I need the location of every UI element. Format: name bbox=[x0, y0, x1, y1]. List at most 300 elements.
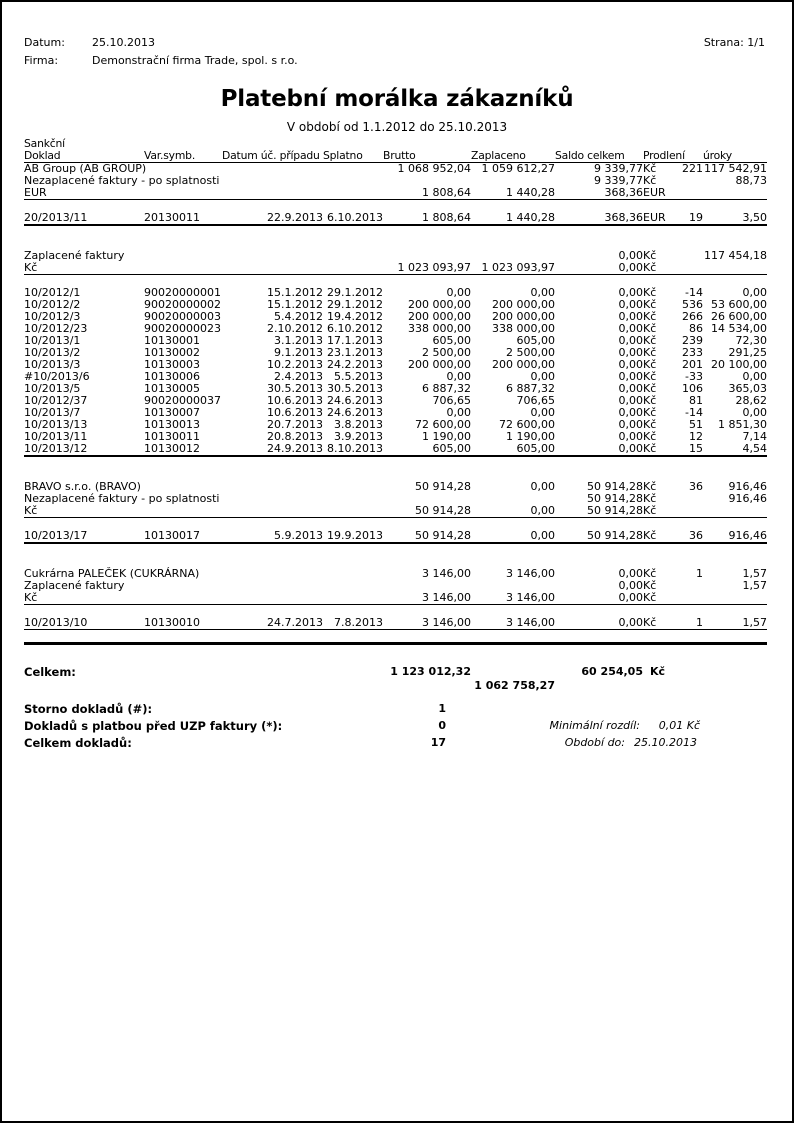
brutto-value: 72 600,00 bbox=[415, 418, 471, 431]
varsymb-value: 90020000037 bbox=[144, 394, 221, 407]
splatno-value: 24.6.2013 bbox=[327, 406, 383, 419]
saldo-value: 368,36 bbox=[604, 211, 643, 224]
saldo-value: 0,00 bbox=[618, 579, 643, 592]
brutto-value: 1 068 952,04 bbox=[397, 162, 471, 175]
storno-label: Storno dokladů (#): bbox=[24, 702, 153, 716]
doklad-value: 10/2012/2 bbox=[24, 298, 81, 311]
zaplaceno-value: 1 023 093,97 bbox=[481, 261, 555, 274]
saldo-value: 0,00 bbox=[618, 370, 643, 383]
uroky-value: 72,30 bbox=[735, 334, 768, 347]
doklad-value: 10/2013/2 bbox=[24, 346, 81, 359]
currency-code: Kč bbox=[643, 492, 657, 505]
splatno-value: 6.10.2012 bbox=[327, 322, 383, 335]
datum-value: 10.2.2013 bbox=[267, 358, 323, 371]
zaplaceno-value: 605,00 bbox=[516, 442, 555, 455]
datum-value: 15.1.2012 bbox=[267, 298, 323, 311]
currency-code: Kč bbox=[643, 298, 657, 311]
datum-value: 2.4.2013 bbox=[274, 370, 323, 383]
saldo-value: 9 339,77 bbox=[594, 174, 643, 187]
uroky-value: 1,57 bbox=[742, 579, 768, 592]
datum-value: 3.1.2013 bbox=[274, 334, 323, 347]
uroky-value: 117 454,18 bbox=[704, 249, 768, 262]
doklad-value: 10/2012/1 bbox=[24, 286, 81, 299]
saldo-value: 0,00 bbox=[618, 430, 643, 443]
saldo-value: 50 914,28 bbox=[587, 480, 643, 493]
divider bbox=[24, 225, 767, 238]
doklad-value: 10/2013/11 bbox=[24, 430, 88, 443]
currency-name: Kč bbox=[24, 261, 38, 274]
brutto-value: 0,00 bbox=[446, 286, 471, 299]
saldo-value: 50 914,28 bbox=[587, 504, 643, 517]
uroky-value: 916,46 bbox=[728, 529, 768, 542]
saldo-value: 50 914,28 bbox=[587, 492, 643, 505]
saldo-value: 0,00 bbox=[618, 298, 643, 311]
celkem-label: Celkem: bbox=[24, 665, 76, 679]
prodleni-value bbox=[675, 187, 703, 200]
uroky-value: 365,03 bbox=[728, 382, 768, 395]
currency-code: Kč bbox=[643, 346, 657, 359]
currency-code: Kč bbox=[643, 261, 657, 274]
datum-value: 5.9.2013 bbox=[274, 529, 323, 542]
saldo-value: 0,00 bbox=[618, 358, 643, 371]
celkem-dokladu-value: 17 bbox=[430, 736, 446, 749]
saldo-value: 0,00 bbox=[618, 418, 643, 431]
brutto-value: 1 190,00 bbox=[422, 430, 471, 443]
prodleni-value bbox=[675, 250, 703, 262]
varsymb-value: 10130007 bbox=[144, 406, 200, 419]
prodleni-value: 12 bbox=[689, 430, 703, 443]
uroky-value: 916,46 bbox=[728, 492, 768, 505]
currency-name: Kč bbox=[24, 504, 38, 517]
saldo-total: 60 254,05 bbox=[581, 665, 643, 678]
prodleni-value: 81 bbox=[689, 394, 703, 407]
col-zaplaceno: Zaplaceno bbox=[471, 150, 555, 163]
splatno-value: 3.8.2013 bbox=[334, 418, 383, 431]
splatno-value: 3.9.2013 bbox=[334, 430, 383, 443]
currency-code: Kč bbox=[643, 162, 657, 175]
doklad-value: 10/2013/5 bbox=[24, 382, 81, 395]
report-content bbox=[24, 138, 767, 753]
zaplaceno-value: 1 440,28 bbox=[506, 186, 555, 199]
uroky-value: 291,25 bbox=[728, 346, 768, 359]
prodleni-value: 86 bbox=[689, 322, 703, 335]
brutto-value: 338 000,00 bbox=[408, 322, 471, 335]
currency-code: Kč bbox=[643, 480, 657, 493]
customer-name: AB Group (AB GROUP) bbox=[24, 162, 147, 175]
doklad-value: 20/2013/11 bbox=[24, 211, 88, 224]
uroky-value: 0,00 bbox=[742, 370, 768, 383]
brutto-value: 0,00 bbox=[446, 406, 471, 419]
varsymb-value: 10130011 bbox=[144, 430, 200, 443]
varsymb-value: 90020000001 bbox=[144, 286, 221, 299]
uroky-value: 1,57 bbox=[742, 616, 768, 629]
currency-subtotal-row bbox=[24, 187, 767, 200]
saldo-value: 0,00 bbox=[618, 334, 643, 347]
datum-value: 10.6.2013 bbox=[267, 394, 323, 407]
doklad-value: 10/2013/1 bbox=[24, 334, 81, 347]
doklad-value: 10/2013/13 bbox=[24, 418, 88, 431]
prodleni-value bbox=[675, 493, 703, 505]
uroky-value: 1 851,30 bbox=[718, 418, 768, 431]
invoice-row bbox=[24, 212, 767, 225]
brutto-value: 1 808,64 bbox=[422, 211, 471, 224]
zaplaceno-value: 0,00 bbox=[530, 529, 555, 542]
brutto-value: 0,00 bbox=[446, 370, 471, 383]
customer-name: Cukrárna PALEČEK (CUKRÁRNA) bbox=[24, 567, 200, 580]
obdobi-value: 25.10.2013 bbox=[634, 736, 697, 749]
header-row bbox=[24, 150, 767, 163]
zaplaceno-value: 3 146,00 bbox=[506, 616, 555, 629]
brutto-value: 6 887,32 bbox=[422, 382, 471, 395]
saldo-value: 0,00 bbox=[618, 310, 643, 323]
currency-code: Kč bbox=[643, 504, 657, 517]
currency-code: Kč bbox=[643, 579, 657, 592]
currency-code: Kč bbox=[643, 382, 657, 395]
zaplaceno-value: 2 500,00 bbox=[506, 346, 555, 359]
datum-value: 22.9.2013 bbox=[267, 211, 323, 224]
varsymb-value: 90020000023 bbox=[144, 322, 221, 335]
saldo-value: 0,00 bbox=[618, 616, 643, 629]
saldo-value: 50 914,28 bbox=[587, 529, 643, 542]
zaplaceno-value: 605,00 bbox=[516, 334, 555, 347]
currency-name: Kč bbox=[24, 591, 38, 604]
subgroup-name: Nezaplacené faktury - po splatnosti bbox=[24, 174, 220, 187]
saldo-value: 0,00 bbox=[618, 286, 643, 299]
saldo-value: 0,00 bbox=[618, 382, 643, 395]
brutto-value: 3 146,00 bbox=[422, 616, 471, 629]
currency-code: Kč bbox=[643, 430, 657, 443]
datum-value: 24.9.2013 bbox=[267, 442, 323, 455]
col-prodleni: Prodlení bbox=[643, 150, 703, 163]
datum-value: 20.8.2013 bbox=[267, 430, 323, 443]
brutto-value: 3 146,00 bbox=[422, 591, 471, 604]
currency-code: Kč bbox=[643, 358, 657, 371]
zaplaceno-value: 0,00 bbox=[530, 480, 555, 493]
totals-row bbox=[24, 665, 767, 679]
uroky-value: 28,62 bbox=[735, 394, 768, 407]
datum-value: 10.6.2013 bbox=[267, 406, 323, 419]
saldo-value: 0,00 bbox=[618, 261, 643, 274]
prodleni-value: 15 bbox=[689, 442, 703, 455]
uroky-value: 53 600,00 bbox=[711, 298, 768, 311]
zaplaceno-value: 1 059 612,27 bbox=[481, 162, 555, 175]
varsymb-value: 10130006 bbox=[144, 370, 200, 383]
doklad-value: #10/2013/6 bbox=[24, 370, 90, 383]
varsymb-value: 10130001 bbox=[144, 334, 200, 347]
currency-code: Kč bbox=[643, 406, 657, 419]
currency-name: EUR bbox=[24, 186, 47, 199]
col-saldo: Saldo celkem bbox=[555, 150, 643, 163]
invoice-row bbox=[24, 617, 767, 630]
zaplaceno-value: 72 600,00 bbox=[499, 418, 555, 431]
storno-row bbox=[24, 702, 767, 719]
prodleni-value bbox=[675, 580, 703, 592]
varsymb-value: 10130012 bbox=[144, 442, 200, 455]
uroky-value: 7,14 bbox=[742, 430, 768, 443]
currency-subtotal-row bbox=[24, 505, 767, 518]
page-number: Strana: 1/1 bbox=[703, 36, 765, 49]
zaplaceno-value: 200 000,00 bbox=[492, 358, 555, 371]
prodleni-value: 201 bbox=[682, 358, 703, 371]
report-subtitle: V období od 1.1.2012 do 25.10.2013 bbox=[286, 120, 508, 134]
uzp-row bbox=[24, 719, 767, 736]
subgroup-name: Zaplacené faktury bbox=[24, 249, 125, 262]
prodleni-value: 266 bbox=[682, 310, 703, 323]
zaplaceno-value: 0,00 bbox=[530, 504, 555, 517]
prodleni-value: 221 bbox=[682, 162, 703, 175]
currency-code: Kč bbox=[643, 442, 657, 455]
divider-line bbox=[24, 456, 767, 469]
varsymb-value: 90020000003 bbox=[144, 310, 221, 323]
divider-line bbox=[24, 630, 767, 644]
uroky-value bbox=[703, 187, 767, 200]
brutto-value: 706,65 bbox=[432, 394, 471, 407]
zaplaceno-value: 0,00 bbox=[530, 286, 555, 299]
subgroup-name: Nezaplacené faktury - po splatnosti bbox=[24, 492, 220, 505]
uzp-label: Dokladů s platbou před UZP faktury (*): bbox=[24, 719, 283, 733]
zaplaceno-value: 200 000,00 bbox=[492, 298, 555, 311]
varsymb-value: 10130005 bbox=[144, 382, 200, 395]
prodleni-value: -14 bbox=[685, 406, 703, 419]
col-sankcni: Sankční bbox=[24, 137, 65, 150]
table-body bbox=[24, 163, 767, 658]
datum-value: 15.1.2012 bbox=[267, 286, 323, 299]
currency-code: Kč bbox=[643, 591, 657, 604]
brutto-value: 3 146,00 bbox=[422, 567, 471, 580]
currency-code: EUR bbox=[643, 186, 666, 199]
datum-value: 24.7.2013 bbox=[267, 616, 323, 629]
currency-code: Kč bbox=[643, 174, 657, 187]
varsymb-value: 10130010 bbox=[144, 616, 200, 629]
splatno-value: 29.1.2012 bbox=[327, 286, 383, 299]
doklad-value: 10/2013/10 bbox=[24, 616, 88, 629]
dokladu-row bbox=[24, 736, 767, 753]
saldo-value: 0,00 bbox=[618, 442, 643, 455]
doklad-value: 10/2013/17 bbox=[24, 529, 88, 542]
col-doklad: Doklad bbox=[24, 150, 144, 163]
varsymb-value: 10130003 bbox=[144, 358, 200, 371]
splatno-value: 24.6.2013 bbox=[327, 394, 383, 407]
zaplaceno-total: 1 062 758,27 bbox=[474, 679, 555, 692]
uroky-value: 14 534,00 bbox=[711, 322, 768, 335]
totals-row-2 bbox=[24, 679, 767, 693]
saldo-value: 0,00 bbox=[618, 567, 643, 580]
doklad-value: 10/2012/37 bbox=[24, 394, 88, 407]
zaplaceno-value: 1 440,28 bbox=[506, 211, 555, 224]
zaplaceno-value: 3 146,00 bbox=[506, 567, 555, 580]
zaplaceno-value: 706,65 bbox=[516, 394, 555, 407]
doklad-value: 10/2013/7 bbox=[24, 406, 81, 419]
uzp-value: 0 bbox=[438, 719, 446, 732]
zaplaceno-value: 1 190,00 bbox=[506, 430, 555, 443]
divider bbox=[24, 456, 767, 469]
saldo-value: 9 339,77 bbox=[594, 162, 643, 175]
prodleni-value bbox=[675, 175, 703, 187]
splatno-value: 19.4.2012 bbox=[327, 310, 383, 323]
storno-value: 1 bbox=[438, 702, 446, 715]
splatno-value: 24.2.2013 bbox=[327, 358, 383, 371]
currency-code: Kč bbox=[643, 529, 657, 542]
uroky-value: 0,00 bbox=[742, 406, 768, 419]
uroky-value: 117 542,91 bbox=[704, 162, 768, 175]
splatno-value: 7.8.2013 bbox=[334, 616, 383, 629]
saldo-total-currency: Kč bbox=[650, 665, 666, 678]
prodleni-value: 1 bbox=[696, 567, 703, 580]
invoice-row bbox=[24, 443, 767, 456]
prodleni-value: 233 bbox=[682, 346, 703, 359]
brutto-value: 1 023 093,97 bbox=[397, 261, 471, 274]
saldo-value: 0,00 bbox=[618, 249, 643, 262]
prodleni-value: 36 bbox=[689, 480, 703, 493]
report-title: Platební morálka zákazníků bbox=[220, 86, 574, 112]
currency-code: Kč bbox=[643, 567, 657, 580]
zaplaceno-value: 0,00 bbox=[530, 406, 555, 419]
currency-code: Kč bbox=[643, 286, 657, 299]
varsymb-value: 10130017 bbox=[144, 529, 200, 542]
celkem-dokladu-label: Celkem dokladů: bbox=[24, 736, 132, 750]
varsymb-value: 20130011 bbox=[144, 211, 200, 224]
datum-label: Datum: bbox=[24, 36, 65, 49]
doklad-value: 10/2013/12 bbox=[24, 442, 88, 455]
brutto-value: 200 000,00 bbox=[408, 298, 471, 311]
saldo-value: 0,00 bbox=[618, 346, 643, 359]
saldo-value: 0,00 bbox=[618, 394, 643, 407]
col-varsymb: Var.symb. bbox=[144, 150, 222, 163]
brutto-value: 200 000,00 bbox=[408, 358, 471, 371]
uroky-value: 4,54 bbox=[742, 442, 768, 455]
currency-code: EUR bbox=[643, 211, 666, 224]
datum-value: 9.1.2013 bbox=[274, 346, 323, 359]
divider bbox=[24, 630, 767, 644]
splatno-value: 8.10.2013 bbox=[327, 442, 383, 455]
brutto-total: 1 123 012,32 bbox=[390, 665, 471, 678]
firma-value: Demonstrační firma Trade, spol. s r.o. bbox=[92, 54, 298, 67]
divider bbox=[24, 644, 767, 658]
datum-value: 30.5.2013 bbox=[267, 382, 323, 395]
varsymb-value: 10130013 bbox=[144, 418, 200, 431]
col-datum: Datum úč. případu bbox=[222, 150, 323, 163]
min-rozdil-value: 0,01 Kč bbox=[658, 719, 700, 732]
firma-label: Firma: bbox=[24, 54, 59, 67]
divider bbox=[24, 543, 767, 556]
divider-line bbox=[24, 543, 767, 556]
prodleni-value: 536 bbox=[682, 298, 703, 311]
prodleni-value bbox=[675, 262, 703, 275]
uroky-value: 26 600,00 bbox=[711, 310, 768, 323]
invoice-row bbox=[24, 530, 767, 543]
doklad-value: 10/2012/23 bbox=[24, 322, 88, 335]
zaplaceno-value: 0,00 bbox=[530, 370, 555, 383]
prodleni-value: -14 bbox=[685, 286, 703, 299]
prodleni-value: 106 bbox=[682, 382, 703, 395]
saldo-value: 0,00 bbox=[618, 406, 643, 419]
payment-morale-table bbox=[24, 138, 767, 657]
uroky-value bbox=[703, 505, 767, 518]
datum-value: 5.4.2012 bbox=[274, 310, 323, 323]
uroky-value bbox=[703, 262, 767, 275]
brutto-value: 605,00 bbox=[432, 442, 471, 455]
uroky-value: 916,46 bbox=[728, 480, 768, 493]
varsymb-value: 90020000002 bbox=[144, 298, 221, 311]
divider-line bbox=[24, 644, 767, 658]
col-uroky: úroky bbox=[703, 150, 767, 163]
currency-code: Kč bbox=[643, 370, 657, 383]
prodleni-value: 51 bbox=[689, 418, 703, 431]
uroky-value: 88,73 bbox=[735, 174, 768, 187]
uroky-value: 1,57 bbox=[742, 567, 768, 580]
currency-subtotal-row bbox=[24, 262, 767, 275]
brutto-value: 50 914,28 bbox=[415, 480, 471, 493]
splatno-value: 23.1.2013 bbox=[327, 346, 383, 359]
currency-code: Kč bbox=[643, 310, 657, 323]
summary-section bbox=[24, 665, 767, 753]
currency-code: Kč bbox=[643, 616, 657, 629]
doklad-value: 10/2012/3 bbox=[24, 310, 81, 323]
obdobi-label: Období do: bbox=[564, 736, 625, 749]
subgroup-name: Zaplacené faktury bbox=[24, 579, 125, 592]
currency-code: Kč bbox=[643, 322, 657, 335]
customer-name: BRAVO s.r.o. (BRAVO) bbox=[24, 480, 141, 493]
zaplaceno-value: 6 887,32 bbox=[506, 382, 555, 395]
doklad-value: 10/2013/3 bbox=[24, 358, 81, 371]
prodleni-value bbox=[675, 592, 703, 605]
brutto-value: 2 500,00 bbox=[422, 346, 471, 359]
prodleni-value: 1 bbox=[696, 616, 703, 629]
splatno-value: 5.5.2013 bbox=[334, 370, 383, 383]
varsymb-value: 10130002 bbox=[144, 346, 200, 359]
currency-code: Kč bbox=[643, 249, 657, 262]
table-header bbox=[24, 138, 767, 163]
prodleni-value: 19 bbox=[689, 211, 703, 224]
uroky-value: 3,50 bbox=[742, 211, 768, 224]
brutto-value: 50 914,28 bbox=[415, 504, 471, 517]
splatno-value: 6.10.2013 bbox=[327, 211, 383, 224]
col-brutto: Brutto bbox=[383, 150, 471, 163]
uroky-value: 20 100,00 bbox=[711, 358, 768, 371]
prodleni-value bbox=[675, 505, 703, 518]
uroky-value bbox=[703, 592, 767, 605]
currency-code: Kč bbox=[643, 334, 657, 347]
brutto-value: 605,00 bbox=[432, 334, 471, 347]
datum-value: 25.10.2013 bbox=[92, 36, 155, 49]
prodleni-value: 239 bbox=[682, 334, 703, 347]
splatno-value: 29.1.2012 bbox=[327, 298, 383, 311]
brutto-value: 1 808,64 bbox=[422, 186, 471, 199]
saldo-value: 0,00 bbox=[618, 322, 643, 335]
currency-code: Kč bbox=[643, 394, 657, 407]
splatno-value: 19.9.2013 bbox=[327, 529, 383, 542]
min-rozdil-label: Minimální rozdíl: bbox=[549, 719, 640, 732]
datum-value: 20.7.2013 bbox=[267, 418, 323, 431]
brutto-value: 200 000,00 bbox=[408, 310, 471, 323]
currency-code: Kč bbox=[643, 418, 657, 431]
prodleni-value: -33 bbox=[685, 370, 703, 383]
brutto-value: 50 914,28 bbox=[415, 529, 471, 542]
saldo-value: 368,36 bbox=[604, 186, 643, 199]
zaplaceno-value: 3 146,00 bbox=[506, 591, 555, 604]
zaplaceno-value: 200 000,00 bbox=[492, 310, 555, 323]
saldo-value: 0,00 bbox=[618, 591, 643, 604]
col-splatno: Splatno bbox=[323, 150, 383, 163]
uroky-value: 0,00 bbox=[742, 286, 768, 299]
splatno-value: 30.5.2013 bbox=[327, 382, 383, 395]
zaplaceno-value: 338 000,00 bbox=[492, 322, 555, 335]
prodleni-value: 36 bbox=[689, 529, 703, 542]
divider-line bbox=[24, 225, 767, 238]
splatno-value: 17.1.2013 bbox=[327, 334, 383, 347]
currency-subtotal-row bbox=[24, 592, 767, 605]
datum-value: 2.10.2012 bbox=[267, 322, 323, 335]
